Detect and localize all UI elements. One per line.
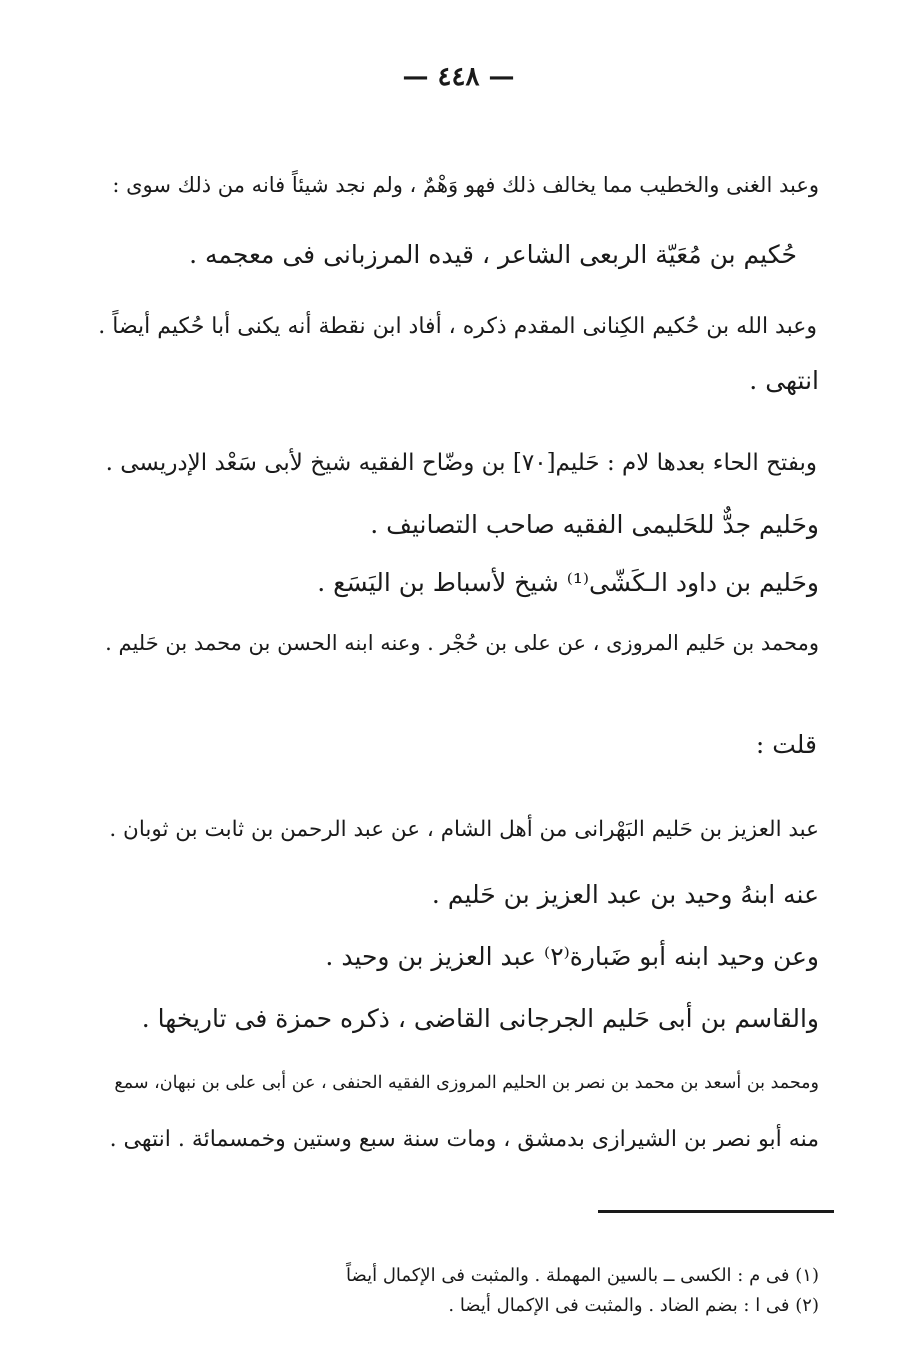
- text-line-8: ومحمد بن حَليم المروزى ، عن على بن حُجْر . وعنه ابنه الحسن بن محمد بن حَليم .: [105, 631, 819, 655]
- text-line-13: والقاسم بن أبى حَليم الجرجانى القاضى ، ذكره حمزة فى تاريخها .: [141, 1004, 819, 1033]
- text-line-5: وبفتح الحاء بعدها لام : حَليم[٧٠] بن وضّاح الفقيه شيخ لأبى سَعْد الإدريسى .: [105, 450, 817, 476]
- text-line-15: منه أبو نصر بن الشيرازى بدمشق ، ومات سنة سبع وستين وخمسمائة . انتهى .: [109, 1127, 819, 1152]
- text-line-14: ومحمد بن أسعد بن محمد بن نصر بن الحليم المروزى الفقيه الحنفى ، عن أبى على بن نبهان، سمع: [114, 1073, 819, 1093]
- text-line-9: قلت :: [755, 730, 817, 759]
- text-line-11: عنه ابنهُ وحيد بن عبد العزيز بن حَليم .: [431, 880, 819, 909]
- text-line-1: وعبد الغنى والخطيب مما يخالف ذلك فهو وَهْمٌ ، ولم نجد شيئاً فانه من ذلك سوى :: [112, 173, 819, 197]
- footnote-1: (١) فى م : الكسى ــ بالسين المهملة . والمثبت فى الإكمال أيضاً: [346, 1265, 819, 1286]
- text-line-2: حُكيم بن مُعَيّة الربعى الشاعر ، قيده المرزبانى فى معجمه .: [189, 240, 797, 269]
- text-line-12: وعن وحيد ابنه أبو ضَبارة⁽٢⁾ عبد العزيز بن وحيد .: [325, 942, 819, 971]
- text-line-7: وحَليم بن داود الـكَشّى⁽¹⁾ شيخ لأسباط بن اليَسَع .: [317, 568, 819, 597]
- text-line-4: انتهى .: [749, 366, 819, 395]
- footnote-2: (٢) فى ا : بضم الضاد . والمثبت فى الإكمال أيضا .: [448, 1295, 819, 1316]
- page-number: — ٤٤٨ —: [402, 62, 515, 92]
- text-line-3: وعبد الله بن حُكيم الكِنانى المقدم ذكره ، أفاد ابن نقطة أنه يكنى أبا حُكيم أيضاً .: [98, 314, 817, 339]
- footnote-separator: [598, 1210, 834, 1213]
- text-line-6: وحَليم جدٌّ للحَليمى الفقيه صاحب التصانيف .: [370, 510, 819, 539]
- text-line-10: عبد العزيز بن حَليم البَهْرانى من أهل الشام ، عن عبد الرحمن بن ثابت بن ثوبان .: [109, 817, 819, 842]
